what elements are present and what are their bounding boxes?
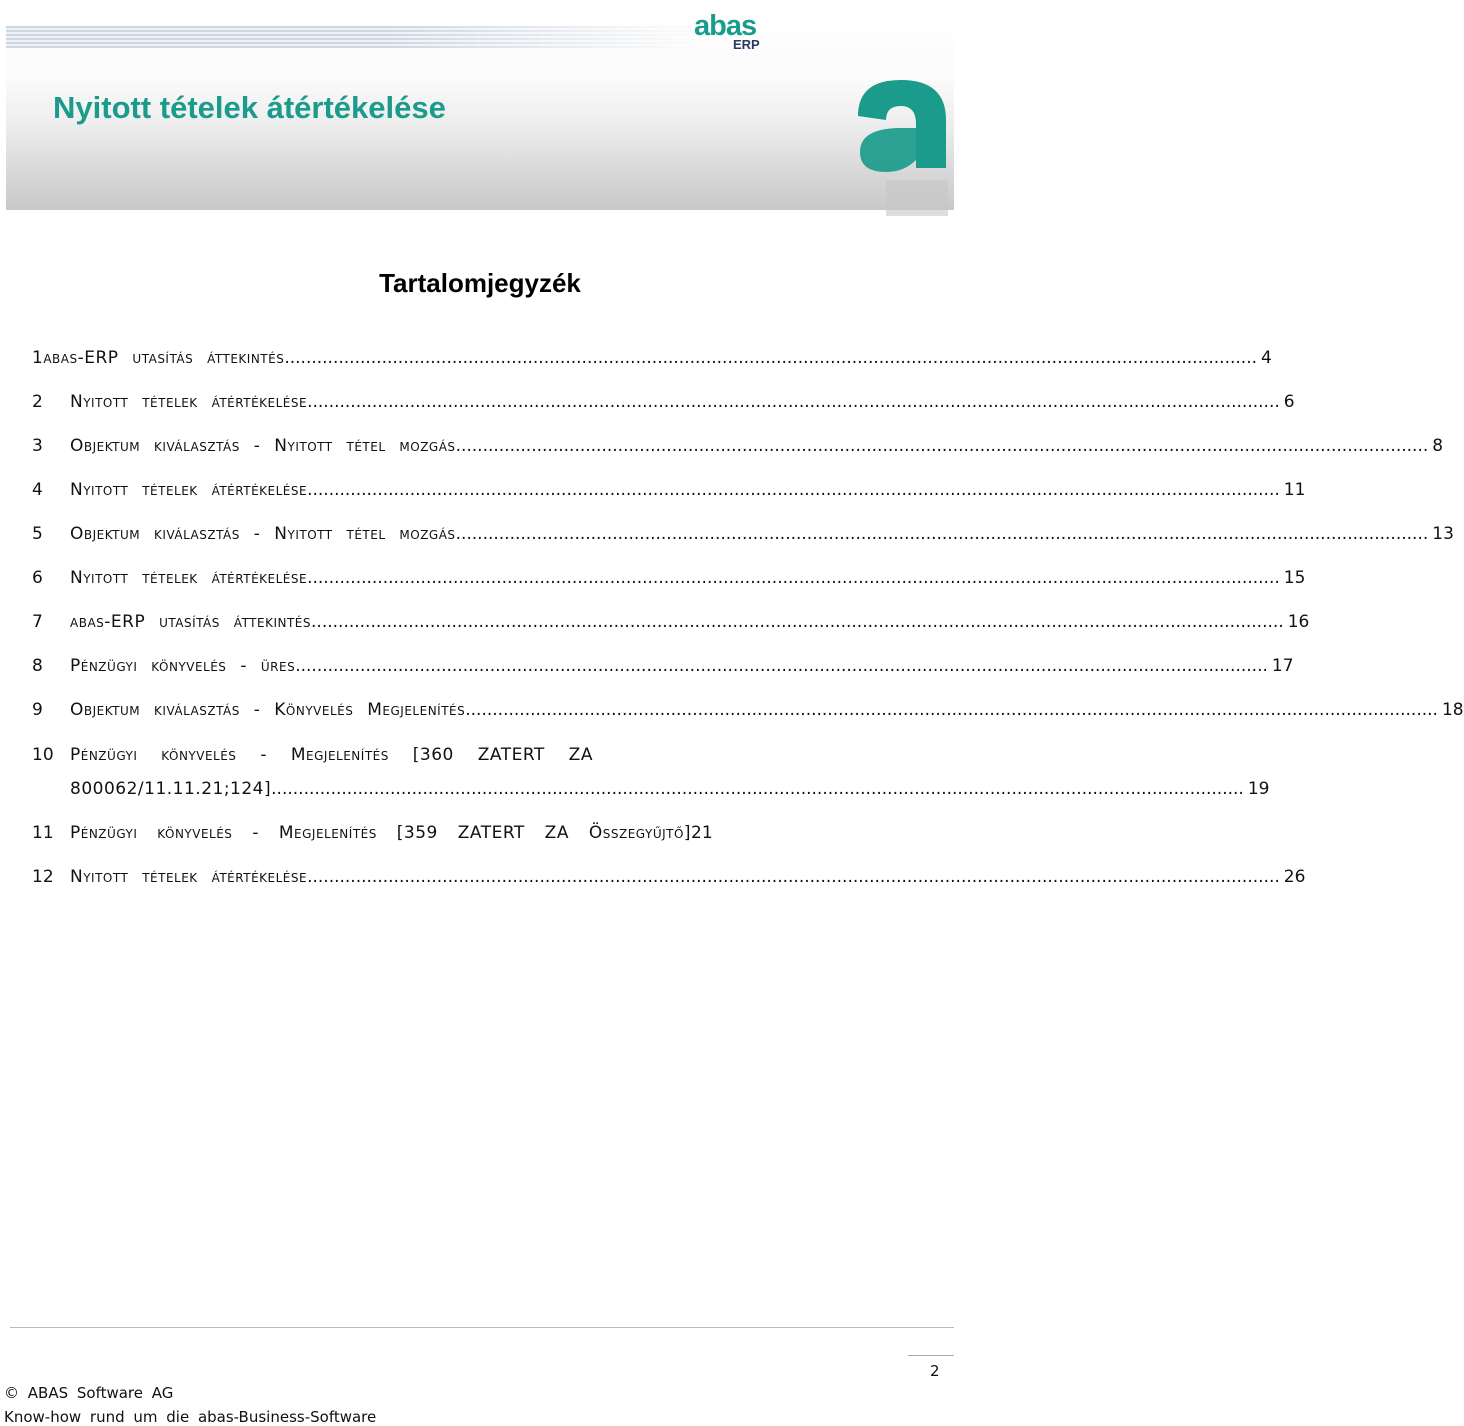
toc-entry-text: Objektum kiválasztás - Nyitott tétel mozgás	[70, 436, 456, 456]
toc-dots: ....................................................................................................................................................................................	[307, 480, 1280, 500]
toc-entry-2[interactable]	[32, 387, 1295, 417]
toc-entry-number: 2	[32, 392, 43, 412]
toc-entry-text: Nyitott tételek átértékelése	[70, 392, 308, 412]
toc-entry-text: Objektum kiválasztás - Nyitott tétel mozgás	[70, 524, 456, 544]
toc-dots: ....................................................................................................................................................................................	[295, 656, 1268, 676]
abas-logo-erp: ERP	[733, 37, 760, 52]
toc-entry-number: 11	[32, 823, 54, 843]
toc-dots: ....................................................................................................................................................................................	[455, 436, 1429, 456]
toc-dots: ....................................................................................................................................................................................	[307, 392, 1280, 412]
toc-entry-text: Objektum kiválasztás - Könyvelés Megjelenítés	[70, 700, 466, 720]
toc-entry-text: Pénzügyi könyvelés - üres	[70, 656, 296, 676]
abas-a-logo-icon	[846, 76, 956, 216]
toc-entry-text: Nyitott tételek átértékelése	[70, 480, 308, 500]
toc-entry-text: Pénzügyi könyvelés - Megjelenítés [359 ZATERT ZA Összegyűjtő]	[70, 823, 692, 843]
toc-entry-9[interactable]	[32, 695, 1464, 725]
toc-entry-text: Pénzügyi könyvelés - Megjelenítés [360 ZATERT ZA	[70, 745, 593, 765]
toc-entry-12[interactable]	[32, 862, 1306, 892]
toc-entry-number: 12	[32, 867, 54, 887]
toc-entry-page: 16	[1287, 612, 1310, 632]
toc-dots: ....................................................................................................................................................................................	[284, 348, 1258, 368]
footer-divider	[10, 1327, 954, 1328]
toc-entry-number: 6	[32, 568, 43, 588]
toc-entry-5[interactable]	[32, 519, 1454, 549]
document-title: Nyitott tételek átértékelése	[53, 90, 446, 125]
toc-entry-page: 18	[1441, 700, 1464, 720]
toc-entry-text: abas-ERP utasítás áttekintés	[70, 612, 312, 632]
toc-dots: ....................................................................................................................................................................................	[307, 867, 1280, 887]
toc-entry-7[interactable]	[32, 607, 1310, 637]
toc-entry-page: 15	[1283, 568, 1306, 588]
toc-entry-1[interactable]	[32, 343, 1272, 373]
footer-copyright: © ABAS Software AG	[4, 1384, 174, 1402]
page-number: 2	[930, 1362, 940, 1380]
toc-dots: ....................................................................................................................................................................................	[465, 700, 1438, 720]
header-banner	[6, 6, 954, 210]
toc-entry-page: 26	[1283, 867, 1306, 887]
toc-entry-number: 10	[32, 745, 54, 765]
toc-entry-number: 5	[32, 524, 43, 544]
header-stripes	[6, 26, 706, 48]
toc-entry-page: 4	[1261, 348, 1272, 368]
toc-dots: ....................................................................................................................................................................................	[307, 568, 1280, 588]
toc-dots: ....................................................................................................................................................................................	[455, 524, 1429, 544]
toc-entry-page: 19	[1247, 779, 1270, 799]
toc-entry-page: 13	[1432, 524, 1454, 544]
footer-tagline: Know-how rund um die abas-Business-Software	[4, 1408, 377, 1426]
abas-logo-text: abas	[694, 10, 757, 42]
toc-entry-page: 8	[1432, 436, 1444, 456]
page-number-divider	[908, 1355, 954, 1356]
toc-entry-10[interactable]	[32, 740, 896, 770]
toc-entry-number: 7	[32, 612, 43, 632]
toc-entry-text: Nyitott tételek átértékelése	[70, 568, 308, 588]
toc-entry-3[interactable]	[32, 431, 1444, 461]
toc-entry-number: 4	[32, 480, 43, 500]
toc-entry-page: 6	[1283, 392, 1295, 412]
toc-entry-number: 9	[32, 700, 43, 720]
toc-dots: ....................................................................................................................................................................................	[271, 779, 1244, 799]
toc-entry-page: 21	[691, 823, 713, 843]
toc-entry-page: 17	[1271, 656, 1294, 676]
toc-entry-number: 8	[32, 656, 43, 676]
toc-entry-11[interactable]	[32, 818, 896, 848]
toc-entry-8[interactable]	[32, 651, 1294, 681]
toc-dots: ....................................................................................................................................................................................	[311, 612, 1284, 632]
toc-entry-number: 3	[32, 436, 43, 456]
toc-entry-text-cont: 800062/11.11.21;124]	[70, 779, 272, 799]
toc-entry-6[interactable]	[32, 563, 1306, 593]
toc-heading: Tartalomjegyzék	[379, 268, 581, 298]
toc-entry-4[interactable]	[32, 475, 1306, 505]
toc-entry-text: 1abas-ERP utasítás áttekintés	[32, 348, 285, 368]
toc-entry-text: Nyitott tételek átértékelése	[70, 867, 308, 887]
toc-entry-page: 11	[1283, 480, 1306, 500]
toc-entry-10-cont[interactable]	[32, 774, 1270, 804]
